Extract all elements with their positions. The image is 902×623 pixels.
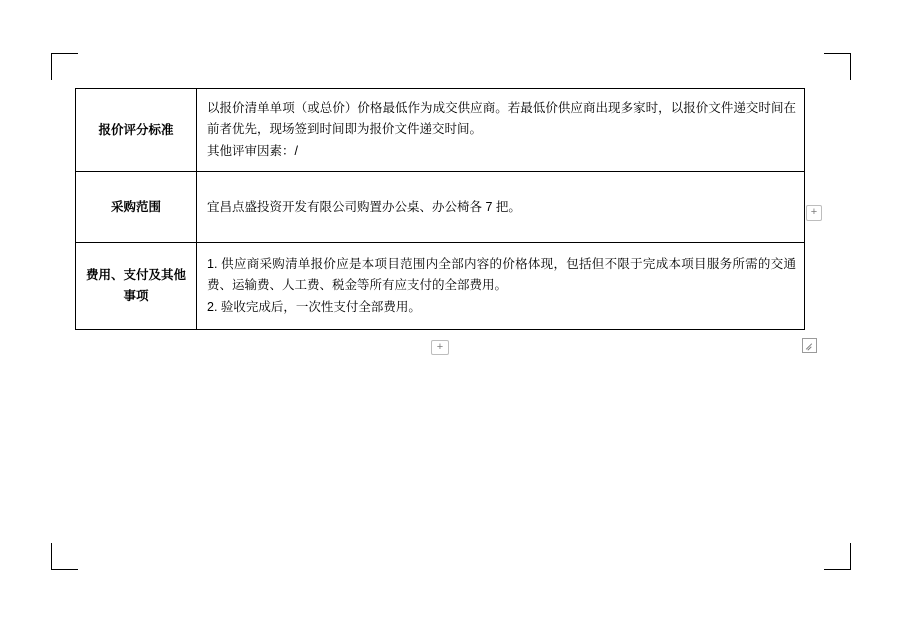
add-row-button[interactable]: +	[431, 340, 449, 355]
paragraph: 其他评审因素：/	[207, 144, 298, 159]
paragraph: 宜昌点盛投资开发有限公司购置办公桌、办公椅各 7 把。	[207, 199, 521, 214]
row-content-procurement-scope	[197, 171, 805, 242]
crop-mark-bottom-right	[824, 543, 851, 570]
row-label-scoring-criteria: 报价评分标准	[76, 89, 197, 172]
paragraph: 1. 供应商采购清单报价应是本项目范围内全部内容的价格体现，包括但不限于完成本项目服务所需的交通费、运输费、人工费、税金等所有应支付的全部费用。	[207, 256, 796, 292]
paragraph: 以报价清单单项（或总价）价格最低作为成交供应商。若最低价供应商出现多家时，以报价文件递交时间在前者优先，现场签到时间即为报价文件递交时间。	[207, 101, 796, 136]
crop-mark-bottom-left	[51, 543, 78, 570]
paragraph: 2. 验收完成后，一次性支付全部费用。	[207, 300, 421, 315]
crop-mark-top-left	[51, 53, 78, 80]
row-label-procurement-scope: 采购范围	[76, 171, 197, 242]
row-content-fees-payment	[197, 242, 805, 329]
table-row	[76, 242, 805, 329]
procurement-terms-table	[75, 88, 805, 330]
row-label-fees-payment: 费用、支付及其他事项	[76, 242, 197, 329]
table-resize-handle[interactable]	[802, 338, 817, 353]
table-row	[76, 89, 805, 172]
row-content-scoring-criteria	[197, 89, 805, 172]
crop-mark-top-right	[824, 53, 851, 80]
table-row	[76, 171, 805, 242]
add-column-button[interactable]: +	[806, 205, 822, 221]
